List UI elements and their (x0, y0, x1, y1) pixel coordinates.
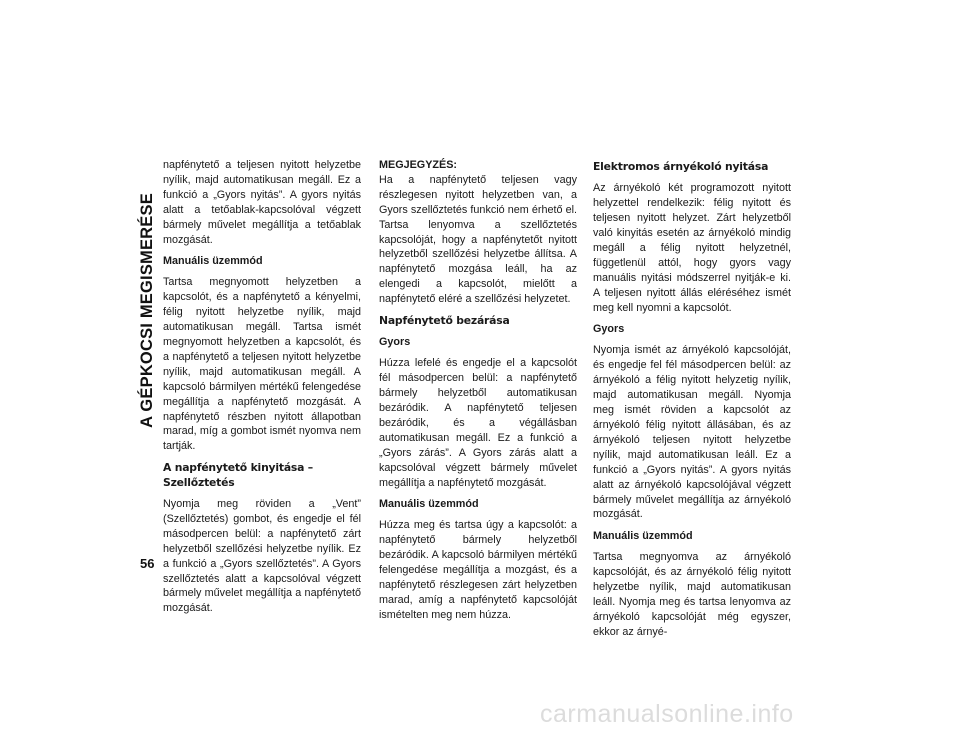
paragraph: Nyomja ismét az árnyékoló kapcsolóját, és engedje fel fél másodpercen belül: az árnyékoló a félig nyitott helyzetig nyílik, majd automatikusan megáll. Nyomja meg ismét röviden a kapcsolót az árnyékoló félig nyitott állásában, és az árnyékoló teljesen nyitott helyzetbe nyílik, majd automatikusan leáll. Ez a funkció a „Gyors nyitás”. A gyors nyitás alatt az árnyékoló kapcsolójával végzett bármely művelet megállítja az árnyékoló mozgását. (593, 344, 791, 521)
section-heading: A napfénytető kinyitása – Szellőztetés (163, 460, 314, 489)
text-column-1 (163, 158, 361, 623)
note-title: MEGJEGYZÉS: (379, 159, 457, 171)
subheading: Gyors (379, 335, 411, 348)
subheading: Manuális üzemmód (379, 498, 479, 511)
section-heading: Napfénytető bezárása (379, 313, 510, 327)
text-column-3 (593, 158, 791, 646)
note-text: Ha a napfénytető teljesen vagy részlegesen nyitott helyzetben van, a Gyors szellőztetés funkció nem érhető el. Tartsa lenyomva a szellőztetés kapcsolóját, hogy a napfénytetőt nyitott helyzetből szellőzési helyzetbe állítsa. A napfénytető mozgása leáll, ha az elengedi a kapcsolót, mielőtt a napfénytető eléré a szellőzési helyzetet. (379, 173, 577, 306)
paragraph: Tartsa megnyomott helyzetben a kapcsolót, és a napfénytető a kényelmi, félig nyitott helyzetbe nyílik, majd automatikusan megáll. Tartsa ismét megnyomott helyzetben a kapcsolót, és a napfénytető a teljesen nyitott helyzetbe nyílik, majd automatikusan megáll. A kapcsoló bármilyen mértékű felengedése megállítja a napfénytető mozgását. A napfénytető részben nyitott állapotban marad, míg a gombot ismét nyomva nem tartják. (163, 276, 361, 453)
subheading: Manuális üzemmód (593, 529, 693, 542)
paragraph: Tartsa megnyomva az árnyékoló kapcsolóját, és az árnyékoló félig nyitott helyzetbe nyílik, majd automatikusan leáll. Nyomja meg és tartsa lenyomva az árnyékoló kapcsolóját még egyszer, ekkor az árnyé- (593, 551, 791, 638)
paragraph: Nyomja meg röviden a „Vent” (Szellőztetés) gombot, és engedje el fél másodpercen belül: a napfénytető zárt helyzetből szellőzési helyzetbe nyílik. Ez a funkció a „Gyors szellőztetés”. A Gyors szellőztetés alatt a kapcsolóval végzett bármely művelet megállítja a napfénytető mozgását. (163, 498, 361, 615)
section-title: A GÉPKOCSI MEGISMERÉSE (137, 192, 156, 428)
paragraph: Húzza meg és tartsa úgy a kapcsolót: a napfénytető bármely helyzetből bezáródik. A kapcsoló bármilyen mértékű felengedése megállítja a mozgást, és a napfénytető részlegesen zárt helyzetben marad, amíg a napfénytető kapcsolóját ismételten meg nem húzza. (379, 519, 577, 621)
paragraph: Húzza lefelé és engedje el a kapcsolót fél másodpercen belül: a napfénytető bármely helyzetből automatikusan bezáródik. A napfénytető teljesen bezáródik, és a végállásban automatikusan megáll. Ez a funkció a „Gyors zárás”. A Gyors zárás alatt a kapcsolóval végzett bármely művelet megállítja a napfénytető mozgását. (379, 357, 577, 489)
text-column-2 (379, 158, 577, 629)
section-side-tab (136, 160, 158, 460)
watermark: carmanualsonline.info (540, 700, 794, 728)
section-heading: Elektromos árnyékoló nyitása (593, 160, 769, 173)
page-number: 56 (140, 556, 155, 571)
paragraph: napfénytető a teljesen nyitott helyzetbe nyílik, majd automatikusan megáll. Ez a funkció a „Gyors nyitás”. A gyors nyitás alatt a tetőablak-kapcsolóval végzett bármely művelet megállítja a tetőablak mozgását. (163, 159, 361, 246)
subheading: Manuális üzemmód (163, 254, 263, 267)
subheading: Gyors (593, 323, 625, 336)
paragraph: Az árnyékoló két programozott nyitott helyzettel rendelkezik: félig nyitott és teljesen nyitott helyzet. Zárt helyzetből való kinyitás esetén az árnyékoló mindig megáll a félig nyitott helyzetnél, függetlenül attól, hogy gyors vagy manuális nyitási módszerrel nyitják-e ki. A teljesen nyitott állás eléréséhez ismét meg kell nyomni a kapcsolót. (593, 182, 791, 314)
